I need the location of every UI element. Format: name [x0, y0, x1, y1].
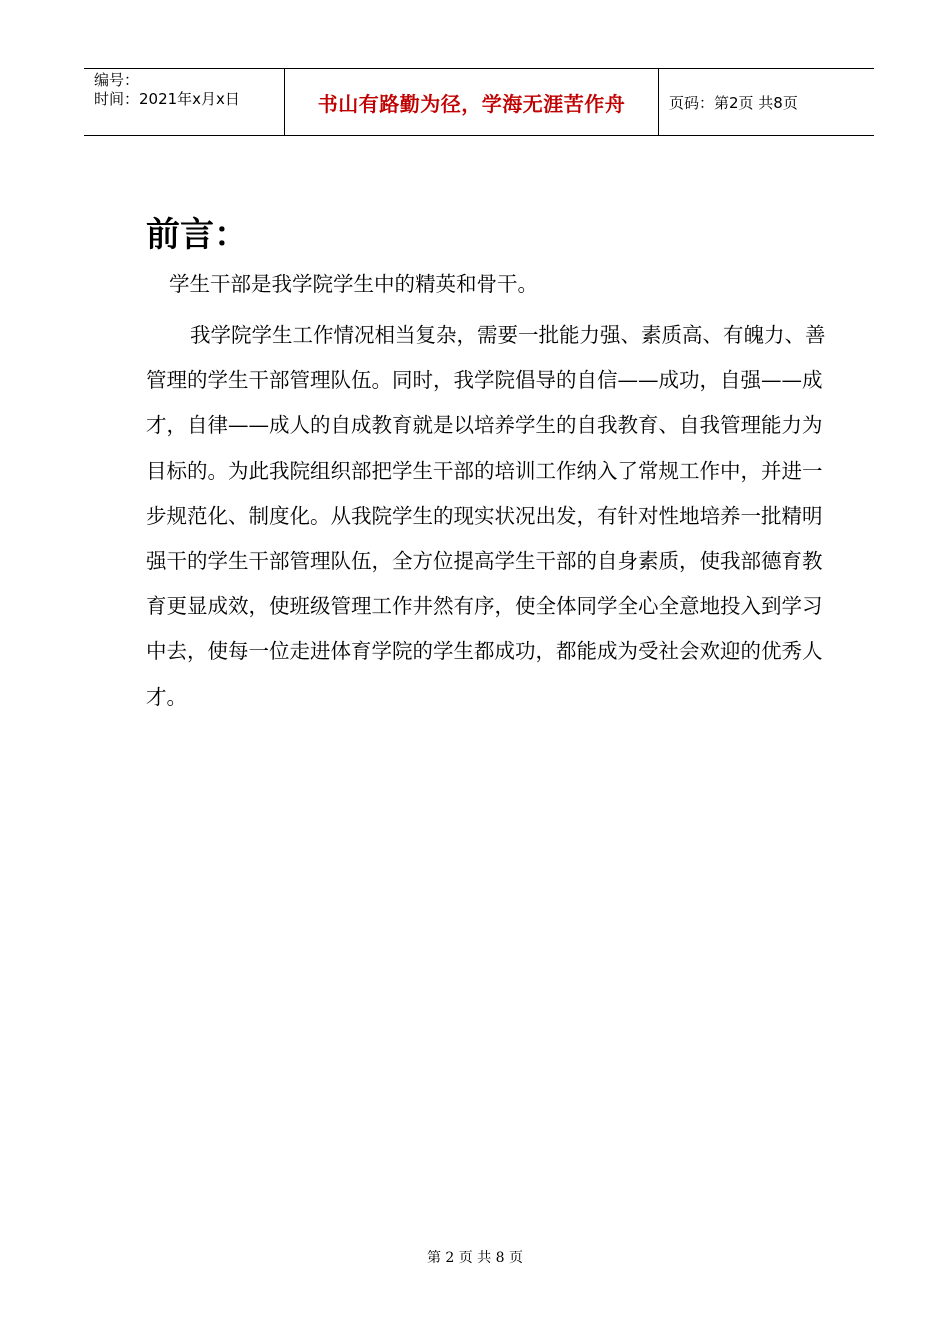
paragraph-intro: 学生干部是我学院学生中的精英和骨干。: [169, 272, 538, 296]
paragraph-main: 我学院学生工作情况相当复杂，需要一批能力强、素质高、有魄力、善管理的学生干部管理队伍。同时，我学院倡导的自信——成功，自强——成才，自律——成人的自成教育就是以培养学生的自我教育、自我管理能力为目标的。为此我院组织部把学生干部的培训工作纳入了常规工作中，并进一步规范化、制度化。从我院学生的现实状况出发，有针对性地培养一批精明强干的学生干部管理队伍，全方位提高学生干部的自身素质，使我部德育教育更显成效，使班级管理工作井然有序，使全体同学全心全意地投入到学习中去，使每一位走进体育学院的学生都成功，都能成为受社会欢迎的优秀人才。: [146, 323, 826, 709]
header-page-info: 页码：第2页 共8页: [669, 93, 798, 112]
serial-number-label: 编号：: [94, 71, 140, 89]
document-header: [84, 68, 874, 136]
header-motto: 书山有路勤为径，学海无涯苦作舟: [285, 69, 659, 135]
header-meta-cell: [84, 69, 285, 135]
preface-title: 前言：: [146, 215, 248, 255]
date-label: 时间：2021年x月x日: [94, 90, 240, 108]
page-footer: 第 2 页 共 8 页: [426, 1250, 524, 1266]
